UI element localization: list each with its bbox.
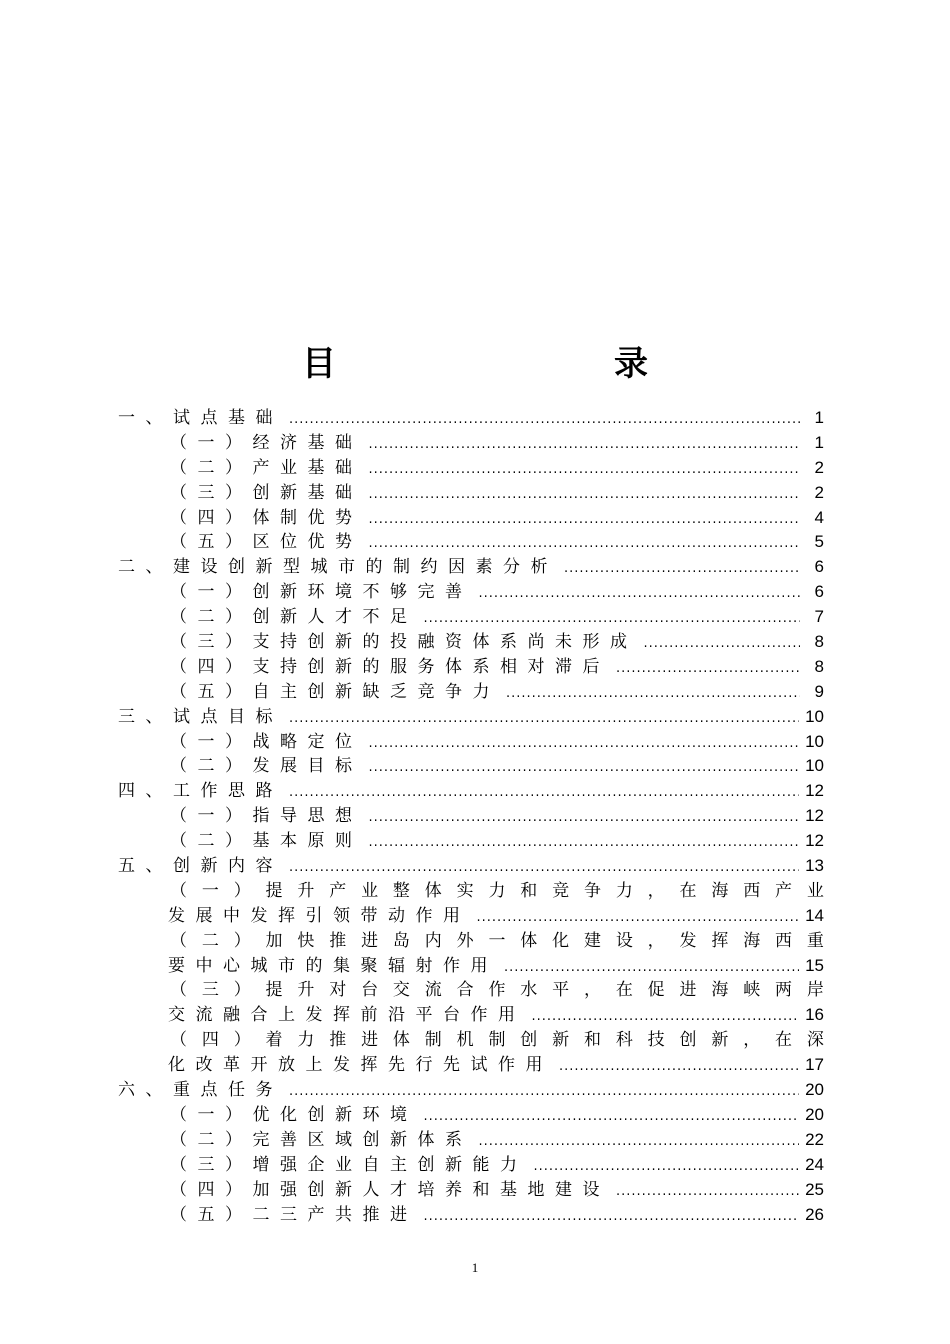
toc-entry-section[interactable] (118, 1203, 824, 1228)
toc-entry-label: （三）支持创新的投融资体系尚未形成 (170, 632, 638, 653)
toc-entry-chapter[interactable] (118, 1078, 824, 1103)
toc-leader-dots (289, 408, 800, 433)
toc-entry-label: （五）区位优势 (170, 532, 363, 553)
toc-page-number: 1 (814, 408, 824, 427)
toc-entry-section[interactable] (118, 1053, 824, 1078)
toc-entry-label: （一）优化创新环境 (170, 1104, 418, 1125)
toc-leader-dots (369, 483, 801, 508)
toc-entry-section[interactable] (118, 456, 824, 481)
toc-entry-section[interactable] (118, 1153, 824, 1178)
toc-entry-chapter[interactable] (118, 406, 824, 431)
toc-leader-dots (564, 557, 800, 582)
toc-leader-dots (369, 806, 800, 831)
toc-leader-dots (289, 781, 799, 806)
toc-leader-dots (506, 682, 800, 707)
toc-entry-section[interactable] (118, 1003, 824, 1028)
toc-leader-dots (369, 532, 801, 557)
table-of-contents (118, 406, 824, 1227)
toc-page-number: 12 (805, 806, 824, 826)
toc-entry-label: （三）创新基础 (170, 482, 363, 503)
toc-leader-dots (504, 956, 799, 981)
toc-entry-label: （ 三 ） 提 升 对 台 交 流 合 作 水 平 ， 在 促 进 海 峡 两 岸 (170, 980, 824, 1001)
toc-entry-label: （三）增强企业自主创新能力 (170, 1154, 528, 1175)
toc-entry-label: 六、重点任务 (118, 1080, 283, 1101)
toc-entry-section[interactable] (118, 754, 824, 779)
toc-leader-dots (534, 1155, 800, 1180)
toc-page-number: 16 (805, 1005, 824, 1025)
toc-entry-section[interactable] (118, 580, 824, 605)
toc-page-number: 17 (805, 1055, 824, 1075)
toc-entry-section[interactable] (118, 630, 824, 655)
toc-page-number: 6 (814, 557, 824, 577)
toc-page-number: 1 (814, 432, 824, 452)
toc-entry-section[interactable] (118, 680, 824, 705)
toc-entry-label: （一）创新环境不够完善 (170, 582, 473, 603)
toc-entry-chapter[interactable] (118, 555, 824, 580)
toc-page-number: 12 (805, 781, 824, 801)
toc-entry-section[interactable] (118, 1128, 824, 1153)
toc-entry-label: （二）发展目标 (170, 756, 363, 777)
toc-page-number: 10 (805, 756, 824, 776)
page-number: 1 (471, 1260, 479, 1275)
toc-entry-label: （ 一 ） 提 升 产 业 整 体 实 力 和 竞 争 力 ， 在 海 西 产 业 (170, 880, 824, 901)
toc-entry-label: （ 四 ） 着 力 推 进 体 制 机 制 创 新 和 科 技 创 新 ， 在 深 (170, 1030, 824, 1051)
toc-page-number: 9 (814, 681, 824, 701)
toc-entry-label: 交流融合上发挥前沿平台作用 (168, 1005, 526, 1026)
toc-entry-label: 化改革开放上发挥先行先试作用 (168, 1055, 553, 1076)
toc-leader-dots (424, 607, 801, 632)
toc-entry-label: （五）二三产共推进 (170, 1204, 418, 1225)
toc-entry-label: （四）加强创新人才培养和基地建设 (170, 1179, 610, 1200)
toc-page-number: 20 (805, 1104, 824, 1124)
toc-leader-dots (477, 906, 800, 931)
toc-entry-label: 一、试点基础 (118, 408, 283, 428)
toc-page-number: 20 (805, 1080, 824, 1100)
toc-entry-section[interactable] (118, 904, 824, 929)
toc-entry-section[interactable] (118, 804, 824, 829)
toc-entry-section[interactable] (118, 530, 824, 555)
toc-page-number: 10 (805, 731, 824, 751)
toc-page-number: 15 (805, 955, 824, 975)
toc-leader-dots (289, 1080, 799, 1105)
toc-page-number: 5 (814, 532, 824, 552)
toc-page-number: 22 (805, 1129, 824, 1149)
toc-page-number: 4 (814, 507, 824, 527)
toc-entry-wrapped-line[interactable] (118, 1028, 824, 1053)
toc-page-number: 6 (814, 582, 824, 602)
toc-page-number: 12 (805, 831, 824, 851)
toc-page-number: 14 (805, 905, 824, 925)
toc-leader-dots (616, 1180, 799, 1205)
toc-entry-label: 三、试点目标 (118, 706, 283, 727)
toc-entry-label: （一）战略定位 (170, 731, 363, 752)
toc-page-number: 25 (805, 1179, 824, 1199)
toc-entry-section[interactable] (118, 829, 824, 854)
toc-entry-label: （四）体制优势 (170, 507, 363, 528)
toc-entry-label: 五、创新内容 (118, 856, 283, 877)
toc-leader-dots (532, 1005, 800, 1030)
toc-leader-dots (369, 433, 801, 458)
toc-entry-label: （二）创新人才不足 (170, 607, 418, 628)
toc-leader-dots (369, 831, 800, 856)
toc-entry-section[interactable] (118, 431, 824, 456)
toc-entry-label: 四、工作思路 (118, 781, 283, 802)
toc-entry-label: （二）完善区域创新体系 (170, 1129, 473, 1150)
toc-entry-section[interactable] (118, 1178, 824, 1203)
toc-entry-label: （五）自主创新缺乏竞争力 (170, 681, 500, 702)
toc-leader-dots (289, 707, 799, 732)
toc-entry-label: （ 二 ） 加 快 推 进 岛 内 外 一 体 化 建 设 ， 发 挥 海 西 重 (170, 930, 824, 951)
toc-leader-dots (616, 657, 800, 682)
toc-leader-dots (424, 1105, 800, 1130)
toc-entry-label: （一）经济基础 (170, 432, 363, 453)
toc-leader-dots (644, 632, 801, 657)
toc-leader-dots (424, 1205, 800, 1230)
toc-page-number: 13 (805, 856, 824, 876)
toc-entry-wrapped-line[interactable] (118, 929, 824, 954)
toc-entry-section[interactable] (118, 1103, 824, 1128)
toc-entry-wrapped-line[interactable] (118, 879, 824, 904)
toc-page-number: 26 (805, 1204, 824, 1224)
toc-entry-label: （二）基本原则 (170, 831, 363, 852)
toc-leader-dots (369, 508, 801, 533)
toc-entry-section[interactable] (118, 481, 824, 506)
toc-entry-label: 要中心城市的集聚辐射作用 (168, 955, 498, 976)
toc-entry-label: （一）指导思想 (170, 806, 363, 827)
toc-entry-section[interactable] (118, 730, 824, 755)
toc-page-number: 2 (814, 457, 824, 477)
toc-leader-dots (479, 582, 801, 607)
toc-entry-section[interactable] (118, 605, 824, 630)
toc-entry-wrapped-line[interactable] (118, 978, 824, 1003)
toc-leader-dots (289, 856, 799, 881)
toc-page-number: 2 (814, 482, 824, 502)
toc-page-number: 10 (805, 706, 824, 726)
toc-entry-section[interactable] (118, 954, 824, 979)
toc-entry-section[interactable] (118, 655, 824, 680)
toc-leader-dots (369, 756, 800, 781)
toc-entry-chapter[interactable] (118, 705, 824, 730)
toc-entry-label: 发展中发挥引领带动作用 (168, 905, 471, 926)
toc-entry-section[interactable] (118, 506, 824, 531)
toc-leader-dots (479, 1130, 800, 1155)
toc-page-number: 24 (805, 1154, 824, 1174)
toc-leader-dots (559, 1055, 799, 1080)
toc-page-number: 8 (814, 656, 824, 676)
toc-leader-dots (369, 458, 801, 483)
toc-entry-label: （二）产业基础 (170, 457, 363, 478)
toc-entry-chapter[interactable] (118, 854, 824, 879)
toc-leader-dots (369, 732, 800, 757)
toc-entry-label: （四）支持创新的服务体系相对滞后 (170, 656, 610, 677)
toc-entry-label: 二、建设创新型城市的制约因素分析 (118, 557, 558, 578)
page-title: 目 录 (302, 344, 718, 384)
toc-entry-chapter[interactable] (118, 779, 824, 804)
toc-page-number: 8 (814, 632, 824, 652)
toc-page-number: 7 (814, 607, 824, 627)
